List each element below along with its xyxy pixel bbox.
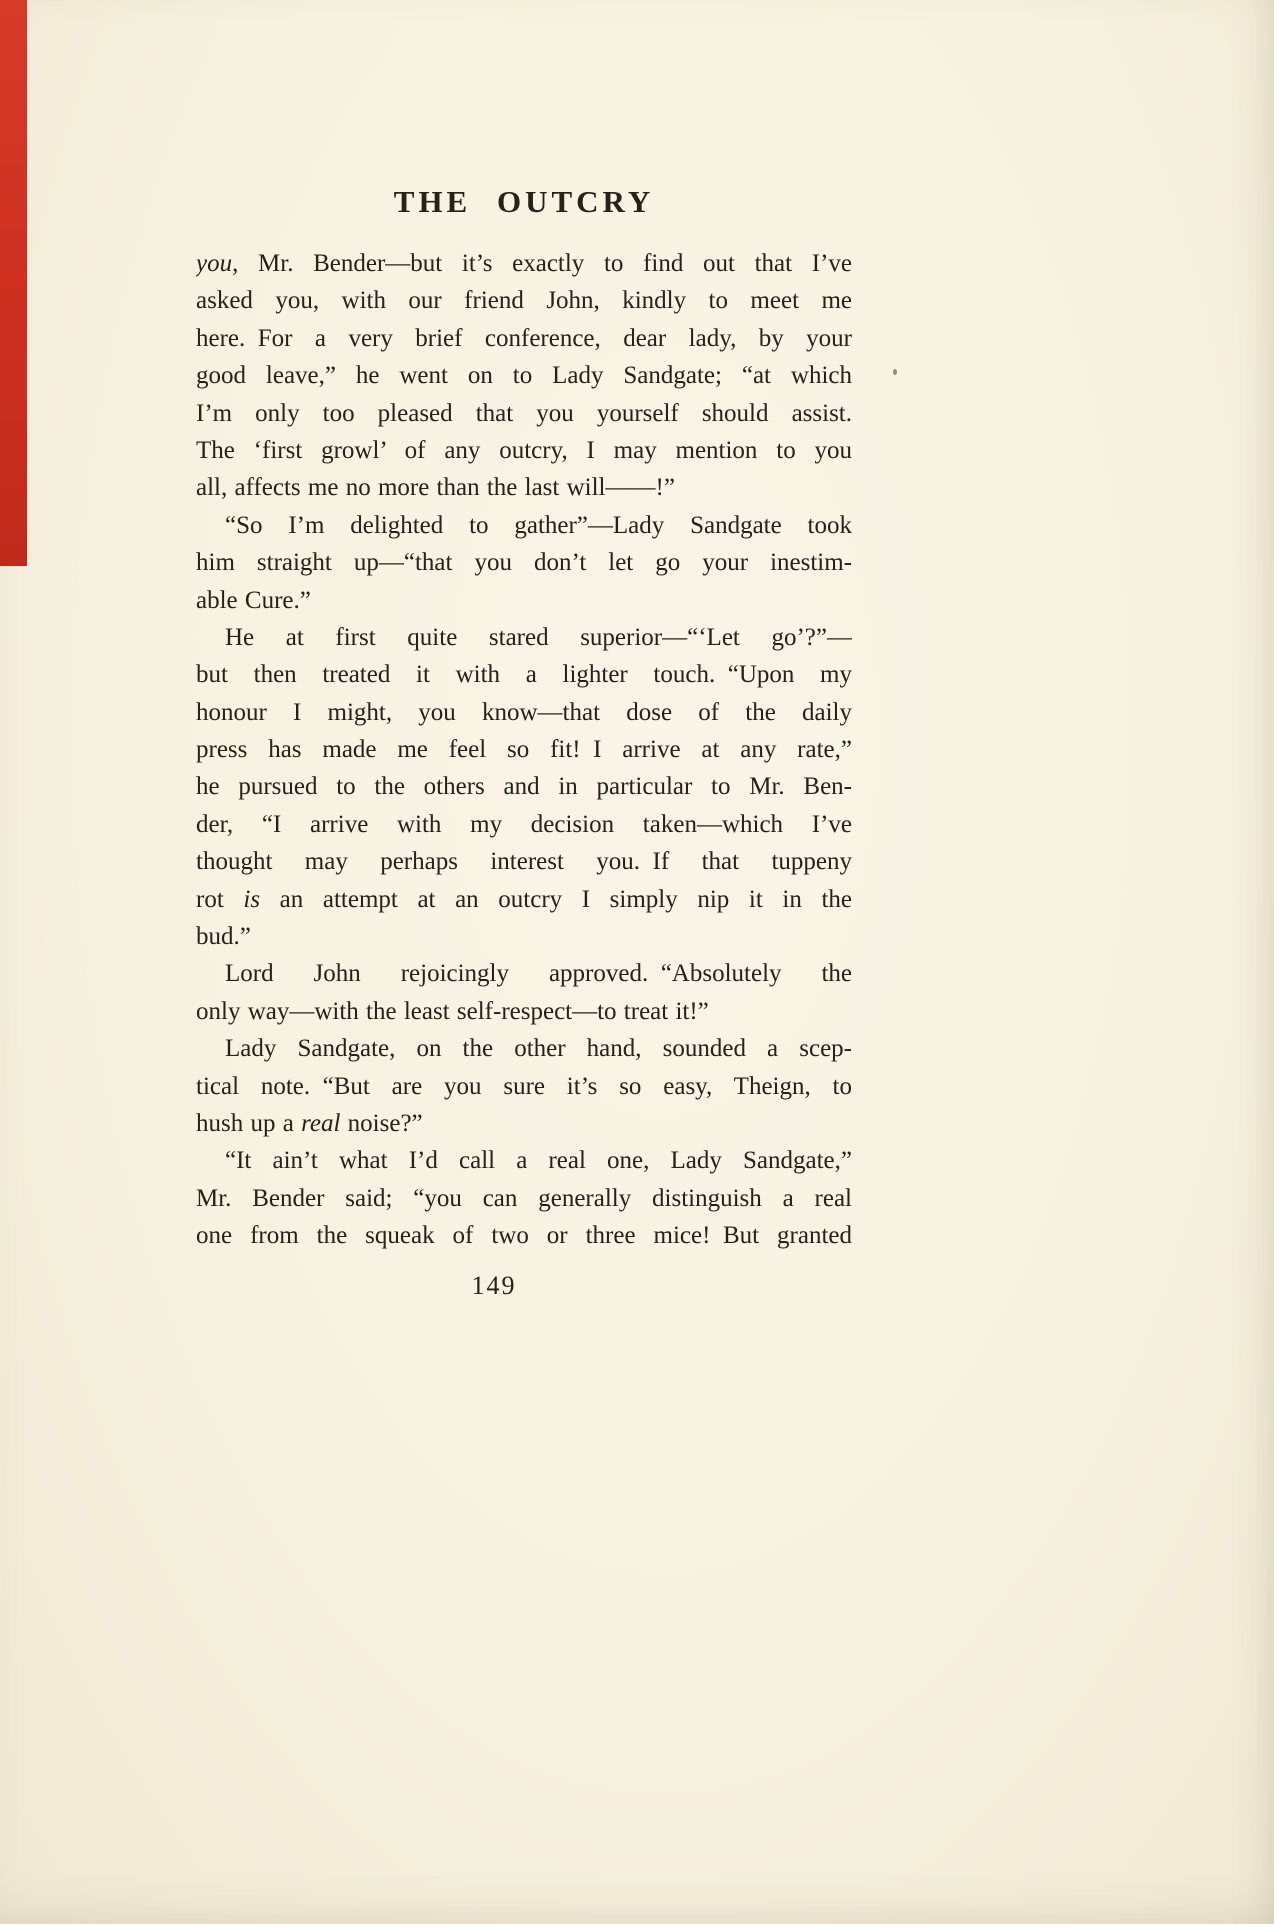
binding-edge-artifact <box>0 0 27 566</box>
text-line: here. For a very brief conference, dear lady, by your <box>196 324 852 352</box>
text-line: thought may perhaps interest you. If that tuppeny <box>196 848 852 876</box>
text-line: able Cure.” <box>196 586 311 614</box>
text-line: The ‘first growl’ of any outcry, I may mention to you <box>196 436 852 464</box>
text-line: He at first quite stared superior—“‘Let go’?”— <box>225 623 852 651</box>
text-line: I’m only too pleased that you yourself should assist. <box>196 399 852 427</box>
text-line: one from the squeak of two or three mice! But granted <box>196 1222 852 1250</box>
text-line: “It ain’t what I’d call a real one, Lady Sandgate,” <box>225 1147 852 1175</box>
text-line: asked you, with our friend John, kindly to meet me <box>196 287 852 315</box>
text-line: but then treated it with a lighter touch. “Upon my <box>196 661 852 689</box>
text-line: Lord John rejoicingly approved. “Absolutely the <box>225 960 852 988</box>
page-text <box>196 245 852 1255</box>
text-line: good leave,” he went on to Lady Sandgate; “at which <box>196 362 852 390</box>
italic-text: is <box>243 885 261 913</box>
text-line: bud.” <box>196 923 251 951</box>
text-line: Lady Sandgate, on the other hand, sounded a scep- <box>225 1035 852 1063</box>
text-line: him straight up—“that you don’t let go your inestim- <box>196 549 852 577</box>
text-line: honour I might, you know—that dose of the daily <box>196 698 852 726</box>
text-line: Mr. Bender said; “you can generally distinguish a real <box>196 1184 852 1212</box>
text-line: only way—with the least self-respect—to treat it!” <box>196 997 709 1025</box>
text-line: you, Mr. Bender—but it’s exactly to find out that I’ve <box>196 250 852 277</box>
text-line: hush up a real noise?” <box>196 1109 423 1137</box>
text-line: rot is an attempt at an outcry I simply nip it in the <box>196 885 852 913</box>
running-header-title: THE OUTCRY <box>393 184 655 219</box>
text-line: der, “I arrive with my decision taken—which I’ve <box>196 810 852 838</box>
scan-speck-artifact <box>893 369 897 375</box>
text-line: “So I’m delighted to gather”—Lady Sandgate took <box>225 511 852 539</box>
text-line: he pursued to the others and in particular to Mr. Ben- <box>196 773 852 801</box>
italic-text: real <box>301 1109 341 1137</box>
page-number: 149 <box>471 1271 517 1300</box>
text-line: press has made me feel so fit! I arrive at any rate,” <box>196 736 852 764</box>
italic-text: you <box>196 250 233 277</box>
text-line: all, affects me no more than the last will——!” <box>196 474 675 502</box>
text-line: tical note. “But are you sure it’s so easy, Theign, to <box>196 1072 852 1100</box>
